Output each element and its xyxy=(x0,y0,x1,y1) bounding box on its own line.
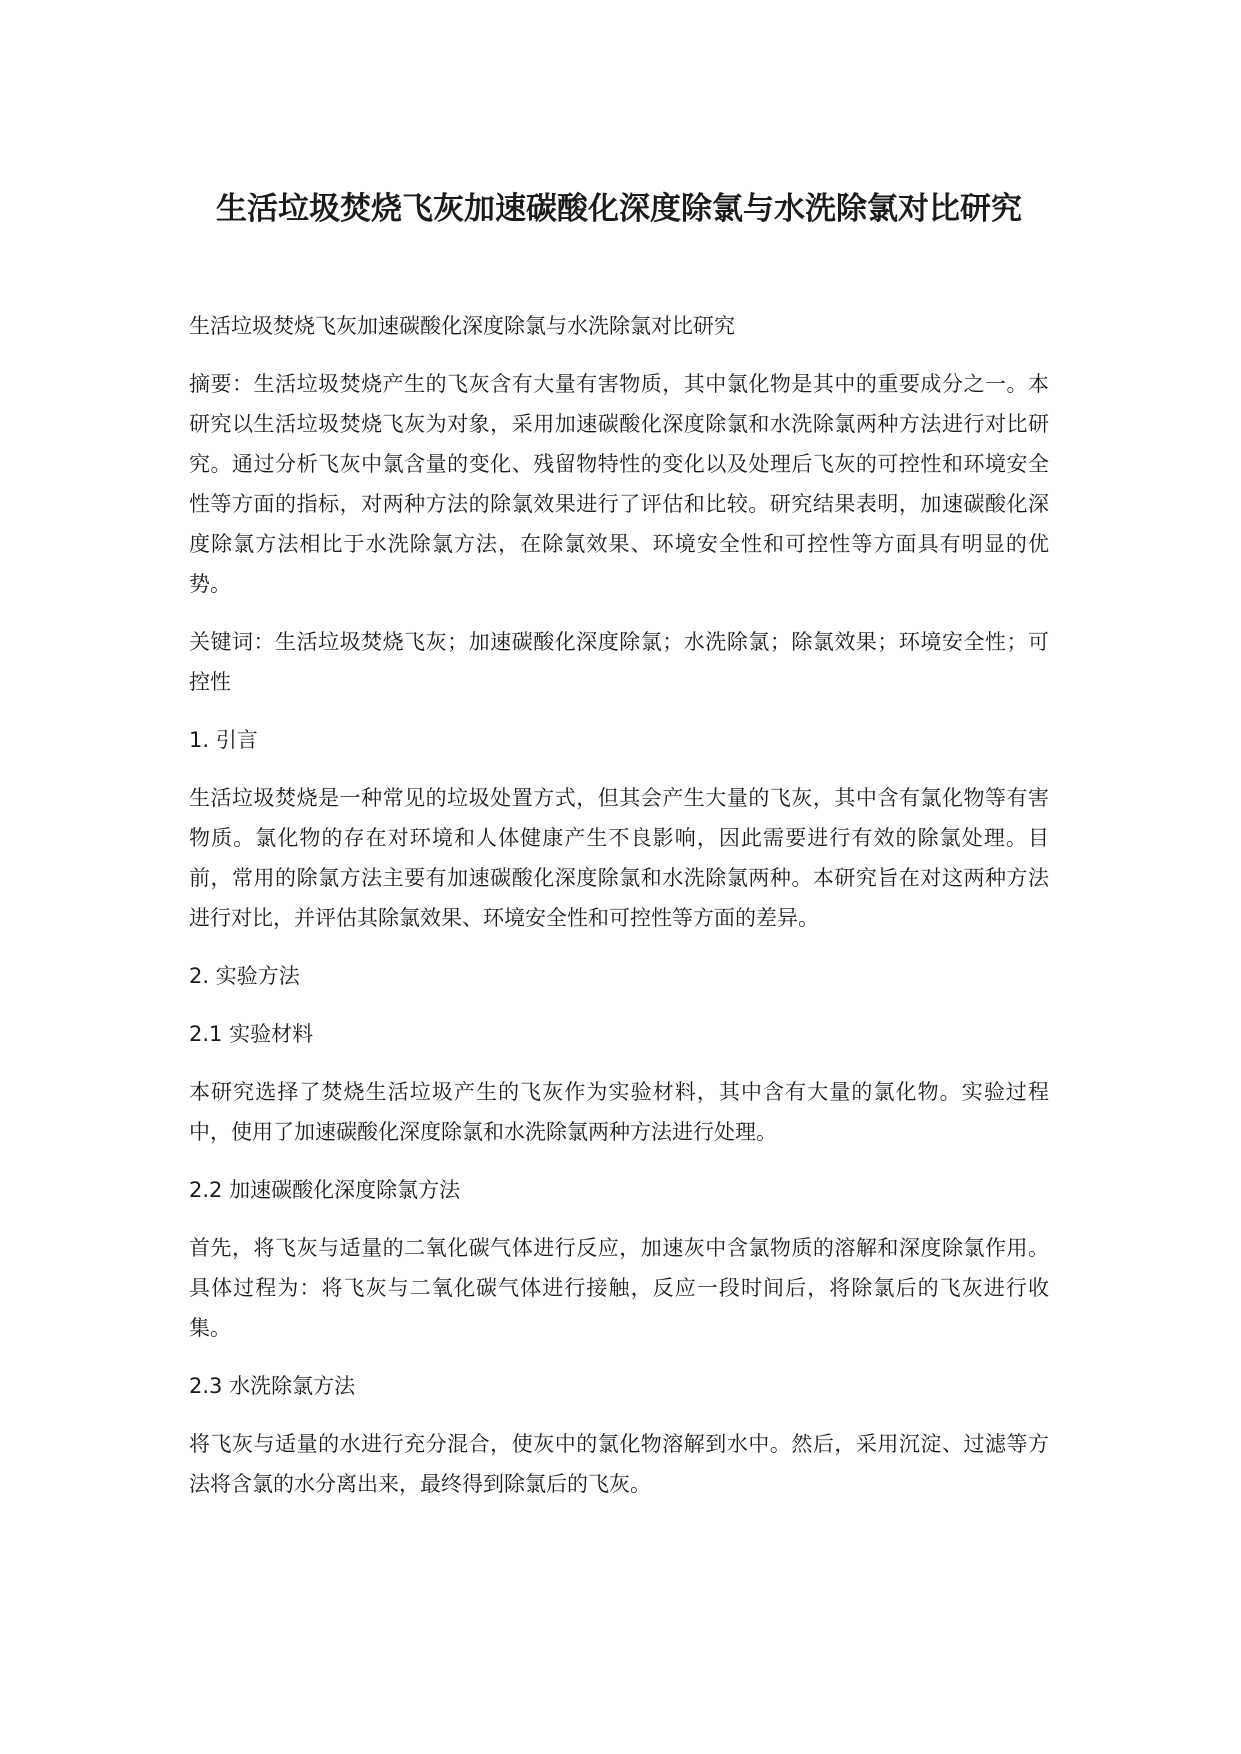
keywords-paragraph: 关键词：生活垃圾焚烧飞灰；加速碳酸化深度除氯；水洗除氯；除氯效果；环境安全性；可控性 xyxy=(189,630,1049,694)
document-page xyxy=(189,170,1049,1504)
section-heading-methods: 2. 实验方法 xyxy=(189,964,300,988)
section-heading-carbonation: 2.2 加速碳酸化深度除氯方法 xyxy=(189,1178,461,1202)
abstract-paragraph: 摘要：生活垃圾焚烧产生的飞灰含有大量有害物质，其中氯化物是其中的重要成分之一。本研究以生活垃圾焚烧飞灰为对象，采用加速碳酸化深度除氯和水洗除氯两种方法进行对比研究。通过分析飞灰中氯含量的变化、残留物特性的变化以及处理后飞灰的可控性和环境安全性等方面的指标，对两种方法的除氯效果进行了评估和比较。研究结果表明，加速碳酸化深度除氯方法相比于水洗除氯方法，在除氯效果、环境安全性和可控性等方面具有明显的优势。 xyxy=(189,372,1049,596)
document-title: 生活垃圾焚烧飞灰加速碳酸化深度除氯与水洗除氯对比研究 xyxy=(216,191,1022,227)
document-subtitle: 生活垃圾焚烧飞灰加速碳酸化深度除氯与水洗除氯对比研究 xyxy=(189,314,735,338)
section-heading-materials: 2.1 实验材料 xyxy=(189,1022,314,1046)
section-heading-introduction: 1. 引言 xyxy=(189,728,258,752)
water-washing-paragraph: 将飞灰与适量的水进行充分混合，使灰中的氯化物溶解到水中。然后，采用沉淀、过滤等方法将含氯的水分离出来，最终得到除氯后的飞灰。 xyxy=(189,1432,1049,1496)
materials-paragraph: 本研究选择了焚烧生活垃圾产生的飞灰作为实验材料，其中含有大量的氯化物。实验过程中，使用了加速碳酸化深度除氯和水洗除氯两种方法进行处理。 xyxy=(189,1080,1049,1144)
carbonation-paragraph: 首先，将飞灰与适量的二氧化碳气体进行反应，加速灰中含氯物质的溶解和深度除氯作用。具体过程为：将飞灰与二氧化碳气体进行接触，反应一段时间后，将除氯后的飞灰进行收集。 xyxy=(189,1236,1049,1340)
section-heading-water-washing: 2.3 水洗除氯方法 xyxy=(189,1374,356,1398)
introduction-paragraph: 生活垃圾焚烧是一种常见的垃圾处置方式，但其会产生大量的飞灰，其中含有氯化物等有害物质。氯化物的存在对环境和人体健康产生不良影响，因此需要进行有效的除氯处理。目前，常用的除氯方法主要有加速碳酸化深度除氯和水洗除氯两种。本研究旨在对这两种方法进行对比，并评估其除氯效果、环境安全性和可控性等方面的差异。 xyxy=(189,786,1049,930)
